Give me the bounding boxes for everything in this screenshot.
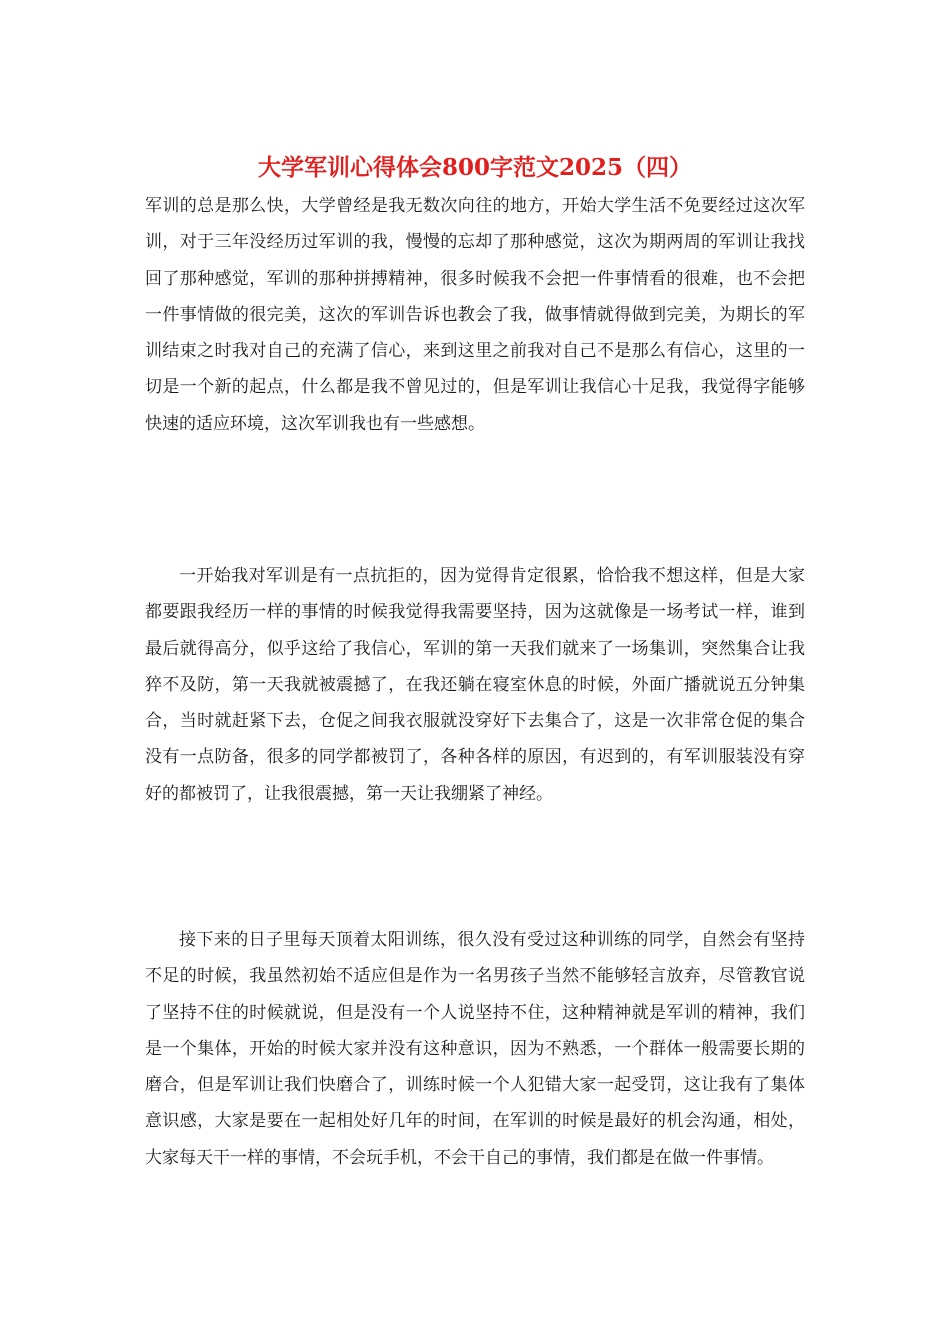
paragraph-1: 军训的总是那么快，大学曾经是我无数次向往的地方，开始大学生活不免要经过这次军训，对于三年没经历过军训的我，慢慢的忘却了那种感觉，这次为期两周的军训让我找回了那种感觉，军训的那种拼搏精神，很多时候我不会把一件事情看的很难，也不会把一件事情做的很完美，这次的军训告诉也教会了我，做事情就得做到完美，为期长的军训结束之时我对自己的充满了信心，来到这里之前我对自己不是那么有信心，这里的一切是一个新的起点，什么都是我不曾见过的，但是军训让我信心十足我，我觉得字能够快速的适应环境，这次军训我也有一些感想。 (145, 196, 805, 434)
paragraph-2: 一开始我对军训是有一点抗拒的，因为觉得肯定很累，恰恰我不想这样，但是大家都要跟我经历一样的事情的时候我觉得我需要坚持，因为这就像是一场考试一样，谁到最后就得高分，似乎这给了我信心，军训的第一天我们就来了一场集训，突然集合让我猝不及防，第一天我就被震撼了，在我还躺在寝室休息的时候，外面广播就说五分钟集合，当时就赶紧下去，仓促之间我衣服就没穿好下去集合了，这是一次非常仓促的集合没有一点防备，很多的同学都被罚了，各种各样的原因，有迟到的，有军训服装没有穿好的都被罚了，让我很震撼，第一天让我绷紧了神经。 (145, 566, 805, 804)
document-title: 大学军训心得体会800字范文2025（四） (257, 154, 693, 181)
paragraph-3: 接下来的日子里每天顶着太阳训练，很久没有受过这种训练的同学，自然会有坚持不足的时候，我虽然初始不适应但是作为一名男孩子当然不能够轻言放弃，尽管教官说了坚持不住的时候就说，但是没有一个人说坚持不住，这种精神就是军训的精神，我们是一个集体，开始的时候大家并没有这种意识，因为不熟悉，一个群体一般需要长期的磨合，但是军训让我们快磨合了，训练时候一个人犯错大家一起受罚，这让我有了集体意识感，大家是要在一起相处好几年的时间，在军训的时候是最好的机会沟通，相处，大家每天干一样的事情，不会玩手机，不会干自己的事情，我们都是在做一件事情。 (145, 930, 805, 1168)
